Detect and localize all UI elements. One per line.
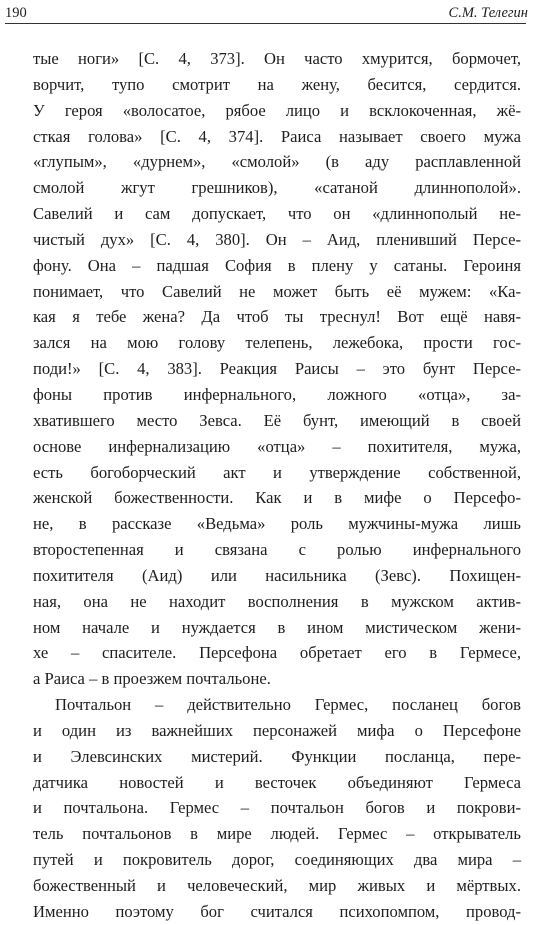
running-head-author: С.М. Телегин — [448, 5, 528, 21]
text-line: чистый дух» [С. 4, 380]. Он – Аид, пленивший Персе- — [33, 229, 521, 249]
text-line: фоны против инфернального, ложного «отца», за- — [33, 384, 521, 404]
text-line: датчика новостей и весточек объединяют Гермеса — [33, 772, 521, 792]
header-rule — [5, 23, 526, 24]
text-line: и один из важнейших персонажей мифа о Персефоне — [33, 720, 521, 740]
text-line: ная, она не находит восполнения в мужском актив- — [33, 591, 521, 611]
body-text — [33, 46, 521, 925]
text-line: и почтальона. Гермес – почтальон богов и покрови- — [33, 798, 521, 818]
text-line: хватившего место Зевса. Её бунт, имеющий в своей — [33, 410, 521, 430]
text-line: ном начале и нуждается в ином мистическом жени- — [33, 617, 521, 637]
text-line: путей и покровитель дорог, соединяющих два мира – — [33, 850, 521, 870]
text-line: фону. Она – падшая София в плену у сатаны. Героиня — [33, 255, 521, 275]
text-line: похитителя (Аид) или насильника (Зевс). Похищен- — [33, 565, 521, 585]
text-line: не, в рассказе «Ведьма» роль мужчины-мужа лишь — [33, 514, 521, 534]
text-line: Савелий и сам допускает, что он «длиннополый не- — [33, 204, 521, 224]
text-line: второстепенная и связана с ролью инфернального — [33, 540, 521, 560]
text-line: Именно поэтому бог считался психопомпом, провод- — [33, 901, 521, 921]
text-line: хе – спасителе. Персефона обретает его в Гермесе, — [33, 643, 521, 663]
paragraph-1 — [33, 46, 521, 692]
text-line: ворчит, тупо смотрит на жену, бесится, сердится. — [33, 74, 521, 94]
text-line: смолой жгут грешников), «сатаной длиннополой». — [33, 178, 521, 198]
text-line: Почтальон – действительно Гермес, посланец богов — [55, 695, 521, 715]
text-line: и Элевсинских мистерий. Функции посланца, пере- — [33, 746, 521, 766]
text-line: понимает, что Савелий не может быть её мужем: «Ка- — [33, 281, 521, 301]
text-line: основе инфернализацию «отца» – похитителя, мужа, — [33, 436, 521, 456]
text-line: тые ноги» [С. 4, 373]. Он часто хмурится, бормочет, — [33, 49, 521, 68]
text-line: есть богоборческий акт и утверждение собственной, — [33, 462, 521, 482]
text-line: «глупым», «дурнем», «смолой» (в аду расплавленной — [33, 152, 521, 172]
page-header — [5, 4, 528, 24]
text-line: тель почтальонов в мире людей. Гермес – открыватель — [33, 824, 521, 844]
text-line: божественный и человеческий, мир живых и мёртвых. — [33, 876, 521, 895]
text-line: а Раиса – в проезжем почтальоне. — [33, 669, 271, 689]
text-line: женской божественности. Как и в мифе о Персефо- — [33, 488, 521, 508]
text-line: поди!» [С. 4, 383]. Реакция Раисы – это бунт Персе- — [33, 359, 521, 379]
text-line: сткая голова» [С. 4, 374]. Раиса называет своего мужа — [33, 126, 521, 146]
text-line: кая я тебе жена? Да чтоб ты треснул! Вот ещё навя- — [33, 307, 521, 327]
paragraph-2 — [33, 692, 521, 925]
text-line: зался на мою голову телепень, лежебока, прости гос- — [33, 333, 521, 353]
text-line: У героя «волосатое, рябое лицо и всклокоченная, жё- — [33, 100, 521, 120]
page-number: 190 — [5, 5, 27, 21]
